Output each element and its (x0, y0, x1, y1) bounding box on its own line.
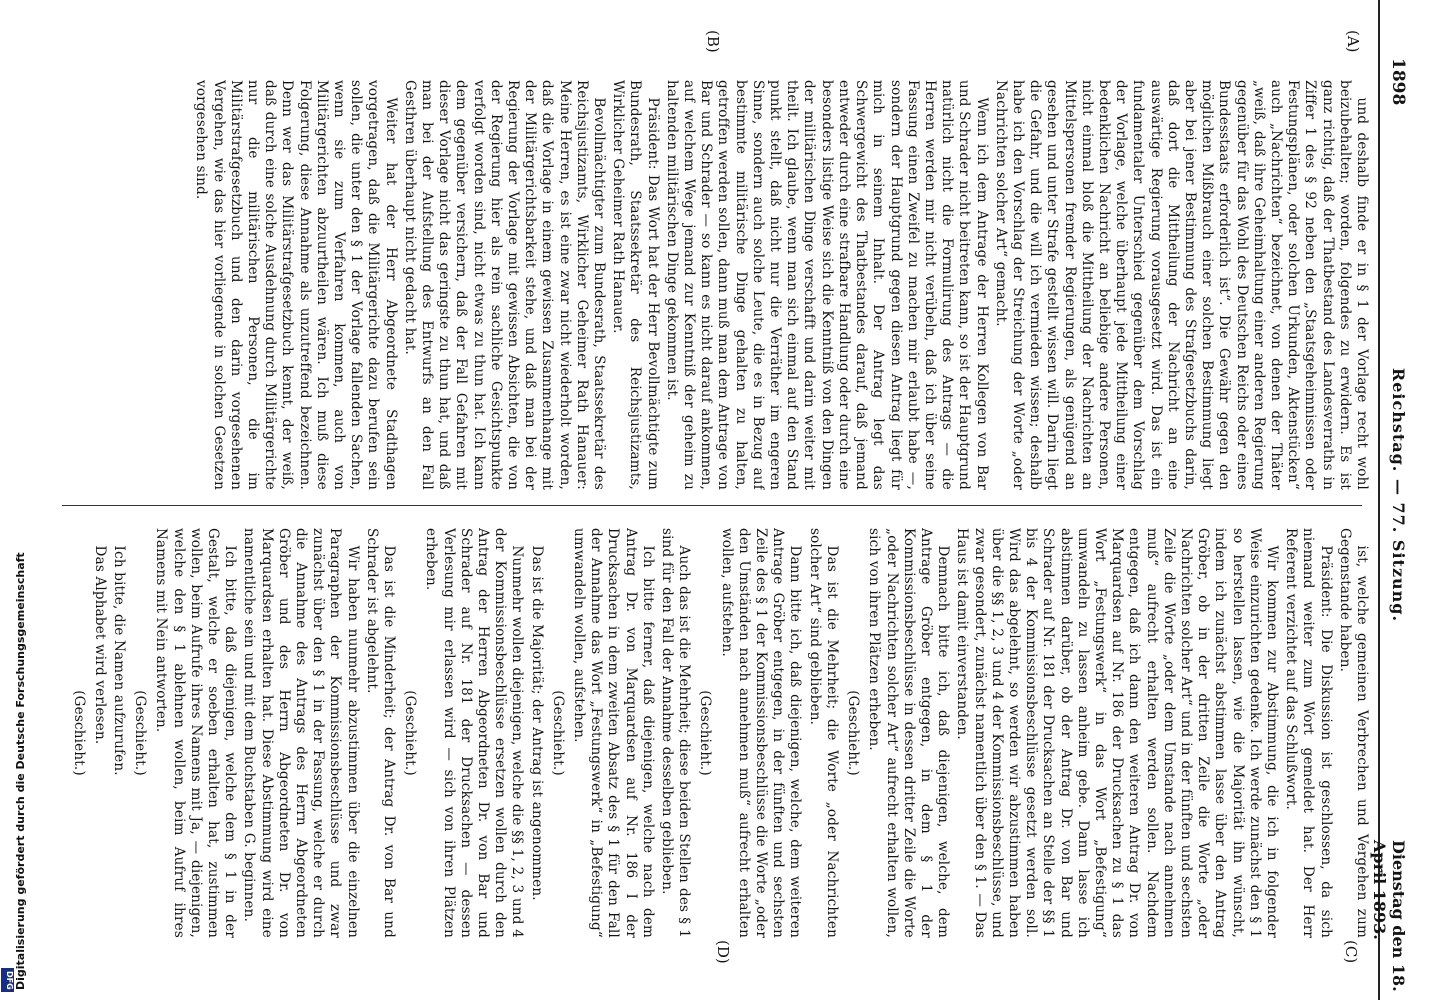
margin-marker-c: (C) (1342, 940, 1360, 964)
speaker-paragraph: Präsident: Die Diskussion ist geschlossen, da sich niemand weiter zum Wort gemeldet hat. Der Herr Referent verzichtet auf das Schlußwort. (1283, 528, 1334, 938)
paragraph: Weiter hat der Herr Abgeordnete Stadthagen vorgetragen, daß die Militärgerichte dazu berufen sein sollen, die unter den § 1 der Vorlage fallenden Sachen, wenn sie zum Verfahren kommen, auch von Militärgerichten abzuurtheilen wären. Ich muß diese Folgerung, diese Annahme als unzutreffend bezeichnen. Denn wer das Militärstrafgesetzbuch kennt, der weiß, daß durch eine solche Ausdehnung durch Militärgerichte nur die militärischen Personen, die im Militärstrafgesetzbuch und den darin vorgesehenen Vergehen, wie das hier vorliegende in solchen Gesetzen vorgesehen sind. (193, 80, 399, 490)
speaker-paragraph: Präsident: Das Wort hat der Herr Bevollmächtigte zum Bundesrath, Staatssekretär des Reichsjustizamts, Wirklicher Geheimer Rath Hanauer. (610, 80, 661, 490)
stage-direction: (Geschieht.) (845, 690, 862, 776)
paragraph: Das Alphabet wird verlesen. (91, 545, 108, 745)
margin-marker-b: (B) (704, 30, 722, 53)
dfg-logo: DFG (1, 968, 14, 992)
session-date: Dienstag den 18. April 1893. (1370, 840, 1408, 992)
paragraph: Dann bitte ich, daß diejenigen, welche, dem weiteren Antrage Gröber entgegen, in der fünften und sechsten Zeile des § 1 der Kommissionsbeschlüsse die Worte „oder den Umständen nach annehmen muß“ aufrecht erhalten wollen, aufstehen. (718, 528, 804, 938)
paragraph: und deshalb finde er in § 1 der Vorlage recht wohl beizubehalten; worden, folgendes zu erwidern. Es ist ganz richtig, daß der Thatbestand des Landesverraths in Ziffer 1 des § 92 neben den „Staatsgeheimnissen oder Festungsplänen, oder solchen Urkunden, Aktenstücken“ auch „Nachrichten“ bezeichnet, von denen der Thäter „weiß, daß ihre Geheimhaltung einer anderen Regierung gegenüber für das Wohl des Deutschen Reichs oder eines Bundesstaats erforderlich ist“. Die Gewähr gegen den möglichen Mißbrauch einer solchen Bestimmung liegt aber bei jener Bestimmung des Strafgesetzbuchs darin, daß dort die Mittheilung der Nachricht an eine auswärtige Regierung vorausgesetzt wird. Das ist ein fundamentaler Unterschied gegenüber dem Vorschlag der Vorlage, welche überhaupt jede Mittheilung einer bedenklichen Nachricht an beliebige andere Personen, nicht einmal bloß die Mittheilung der Nachrichten an Mittelspersonen fremder Regierungen, als genügend an gesehen und unter Strafe gestellt wissen will. Darin liegt die Gefahr, und die will ich vermieden wissen; deshalb habe ich den Vorschlag der Streichung der Worte „oder Nachrichten solcher Art“ gemacht. (992, 80, 1370, 490)
left-text-column (60, 80, 1370, 490)
paragraph: Wir kommen zur Abstimmung, die ich in folgender Weise einzurichten gedenke. Ich werde zunächst den § 1 so herstellen lassen, wie die Majorität ihn wünscht, indem ich zunächst abstimmen lasse über den Antrag Gröber, ob in der dritten Zeile die Worte „oder Nachrichten solcher Art“ und in der fünften und sechsten Zeile die Worte „oder dem Umstande nach annehmen muß“ aufrecht erhalten werden sollen. Nachdem entgegen, daß ich dann den weiteren Antrag Dr. von Marquardsen auf Nr. 186 der Drucksachen zu § 1 das Wort „Festungswerk“ in das Wort „Befestigung“ umwandeln zu lassen anheim gebe. Dann lasse ich abstimmen darüber, ob der Antrag Dr. von Bar und Schrader auf Nr. 181 der Drucksachen an Stelle der §§ 1 bis 4 der Kommissionsbeschlüsse gesetzt werden soll. Wird das abgelehnt, so werden wir abzustimmen haben über die §§ 1, 2, 3 und 4 der Kommissionsbeschlüsse, und zwar gesondert, zunächst namentlich über den § 1. — Das Haus ist damit einverstanden. (954, 528, 1280, 938)
column-divider (62, 505, 1362, 506)
paragraph: Ich bitte, die Namen aufzurufen. (110, 545, 127, 776)
stage-direction: (Geschieht.) (549, 690, 566, 776)
paragraph: Auch das ist die Mehrheit; diese beiden Stellen des § 1 sind für den Fall der Annahme desselben geblieben. (659, 528, 693, 938)
stage-direction: (Geschieht.) (402, 690, 419, 776)
stage-direction: (Geschieht.) (697, 690, 714, 776)
paragraph: Wenn ich dem Antrage der Herren Kollegen von Bar und Schrader nicht beitreten kann, so ist der Hauptgrund natürlich nicht die Formulirung des Antrags — die Herren werden mir nicht verübeln, daß ich über seine Fassung einen Zweifel zu machen mir erlaubt habe —, sondern der Hauptgrund gegen diesen Antrag liegt für mich in seinem Inhalt. Der Antrag legt das Schwergewicht des Thatbestandes darauf, daß jemand entweder durch eine strafbare Handlung oder durch eine besonders listige Weise sich die Kenntniß von den Dingen der militärischen Dinge verschafft und darin weiter mit theilt. Ich glaube, wenn man sich einmal auf den Stand punkt stellt, daß nicht nur die Verräther im engeren Sinne, sondern auch solche Leute, die es in Bezug auf bestimmte militärische Dinge gehalten zu halten, getroffen werden sollen, dann muß man dem Antrage von Bar und Schrader — so kann es nicht darauf ankommen, auf welchem Wege jemand zur Kenntniß der geheim zu haltenden militärischen Dinge gekommen ist. (663, 80, 990, 490)
stage-direction: (Geschieht.) (70, 690, 87, 776)
paragraph: Demnach bitte ich, daß diejenigen, welche, dem Antrage Gröber entgegen, in dem § 1 der Kommissionsbeschlüsse in dessen dritter Zeile die Worte „oder Nachrichten solcher Art“ aufrecht erhalten wollen, sich von ihren Plätzen erheben. (866, 528, 952, 938)
paragraph: Das ist die Minderheit; der Antrag Dr. von Bar und Schrader ist abgelehnt. (363, 528, 398, 938)
right-text-column (60, 528, 1370, 938)
paragraph: Ich bitte ferner, daß diejenigen, welche nach dem Antrag Dr. von Marquardsen auf Nr. 186 I der Drucksachen in dem zweiten Absatz des § 1 für den Fall der Annahme das Wort „Festungswerk“ in „Befestigung“ umwandeln wollen, aufstehen. (571, 528, 656, 938)
paragraph: Ich bitte, daß diejenigen, welche dem § 1 in der Gestalt, welche er soeben erhalten hat, zustimmen wollen, beim Aufrufe ihres Namens mit Ja, — diejenigen, welche den § 1 ablehnen wollen, beim Aufruf ihres Namens mit Nein antworten. (153, 528, 239, 938)
paragraph: Wir haben nunmehr abzustimmen über die einzelnen Paragraphen der Kommissionsbeschlüsse und zwar zunächst über den § 1 in der Fassung, welche er durch die Annahme des Antrags des Herrn Abgeordneten Gröber und des Herrn Abgeordneten Dr. von Marquardsen erhalten hat. Diese Abstimmung wird eine namentliche sein und mit dem Buchstaben G. beginnen. (241, 528, 361, 938)
digitization-credit: Digitalisierung gefördert durch die Deutsche Forschungsgemeinschaft (14, 552, 27, 990)
margin-marker-a: (A) (1344, 30, 1362, 53)
speaker-paragraph: Bevollmächtigter zum Bundesrath, Staatssekretär des Reichsjustizamts, Wirklicher Geheimer Rath Hanauer: Meine Herren, es ist eine zwar nicht wiederholt worden, daß die Vorlage in einem gewissen Zusammenhange mit der Militärgerichtsbarkeit stehe, und daß man bei der Regierung der Vorlage mit gewissen Absichten, die von der Regierung hier als rein sachliche Gesichtspunkte verfolgt worden sind, nicht etwas zu thun hat. Ich kann dem gegenüber versichern, daß der Fall Gefahren mit dieser Vorlage nicht das geringste zu thun hat, und daß man bei der Aufstellung des Entwurfs an den Fall Gesthren überhaupt nicht gedacht hat. (401, 80, 608, 490)
paragraph: ist, welche gemeinen Verbrechen und Vergehen zum Gegenstande haben. (1336, 528, 1370, 938)
stage-direction: (Geschieht.) (132, 690, 149, 776)
paragraph: Das ist die Majorität; der Antrag ist angenommen. (528, 545, 545, 901)
margin-marker-d: (D) (714, 940, 732, 964)
paragraph: Nunmehr wollen diejenigen, welche die §§ 1, 2, 3 und 4 der Kommissionsbeschlüsse ersetzen wollen durch den Antrag der Herren Abgeordneten Dr. von Bar und Schrader auf Nr. 181 der Drucksachen — dessen Verlesung mir erlassen wird — sich von ihren Plätzen erheben. (423, 528, 526, 938)
session-title: Reichstag. — 77. Sitzung. (1389, 367, 1408, 623)
paragraph: Das ist die Mehrheit; die Worte „oder Nachrichten solcher Art“ sind geblieben. (806, 528, 840, 938)
page-header (1370, 0, 1410, 1000)
page-number: 1898 (1388, 58, 1408, 106)
